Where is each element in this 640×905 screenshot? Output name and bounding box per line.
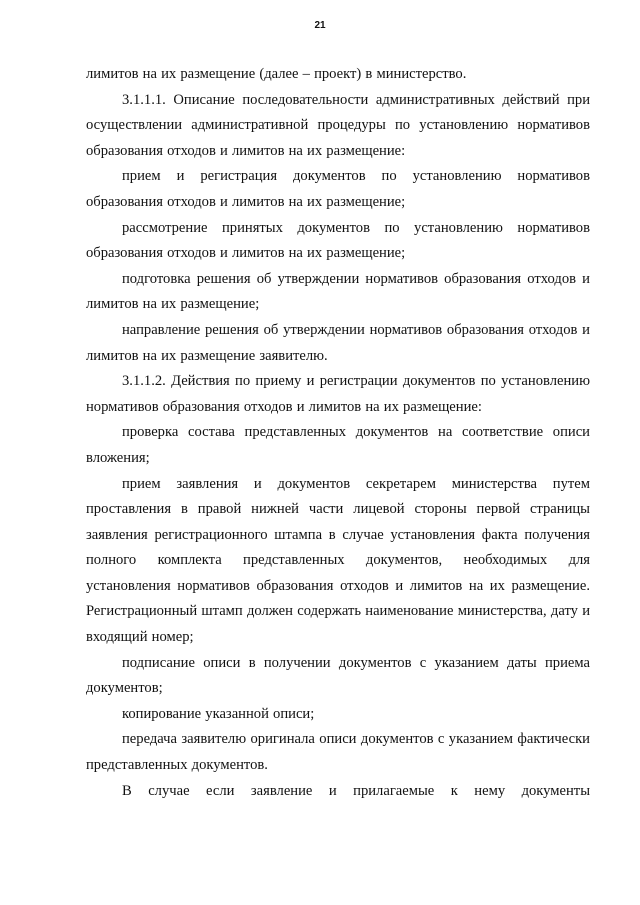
list-item-reception-registration: прием и регистрация документов по установлению нормативов образования отходов и лимитов на их размещение;: [86, 168, 590, 210]
list-item-copy-inventory: копирование указанной описи;: [122, 705, 315, 722]
list-item-sign-inventory: подписание описи в получении документов с указанием даты приема документов;: [86, 654, 590, 697]
paragraph-case-continuation: В случае если заявление и прилагаемые к нему документы: [122, 782, 590, 799]
list-item-accept-application: прием заявления и документов секретарем министерства путем проставления в правой нижней части лицевой стороны первой страницы заявления регистрационного штампа в случае установления факта получения полного комплекта представленных документов, необходимых для установления нормативов образования отходов и лимитов на их размещение. Регистрационный штамп должен содержать наименование министерства, дату и входящий номер;: [86, 475, 590, 646]
page-number: 21: [314, 20, 326, 31]
list-item-transfer-original: передача заявителю оригинала описи документов с указанием фактически представленных документов.: [86, 731, 590, 774]
paragraph-3-1-1-2-heading: 3.1.1.2. Действия по приему и регистрации документов по установлению нормативов образования отходов и лимитов на их размещение:: [86, 373, 590, 415]
body-text: [86, 62, 590, 804]
paragraph-3-1-1-1-heading: 3.1.1.1. Описание последовательности административных действий при осуществлении административной процедуры по установлению нормативов образования отходов и лимитов на их размещение:: [86, 91, 590, 159]
list-item-review-documents: рассмотрение принятых документов по установлению нормативов образования отходов и лимитов на их размещение;: [86, 219, 590, 262]
paragraph-continuation: лимитов на их размещение (далее – проект) в министерство.: [86, 66, 467, 82]
list-item-check-composition: проверка состава представленных документов на соответствие описи вложения;: [86, 424, 590, 466]
list-item-prepare-decision: подготовка решения об утверждении нормативов образования отходов и лимитов на их размещение;: [86, 270, 590, 313]
list-item-send-decision: направление решения об утверждении нормативов образования отходов и лимитов на их размещение заявителю.: [86, 321, 590, 364]
